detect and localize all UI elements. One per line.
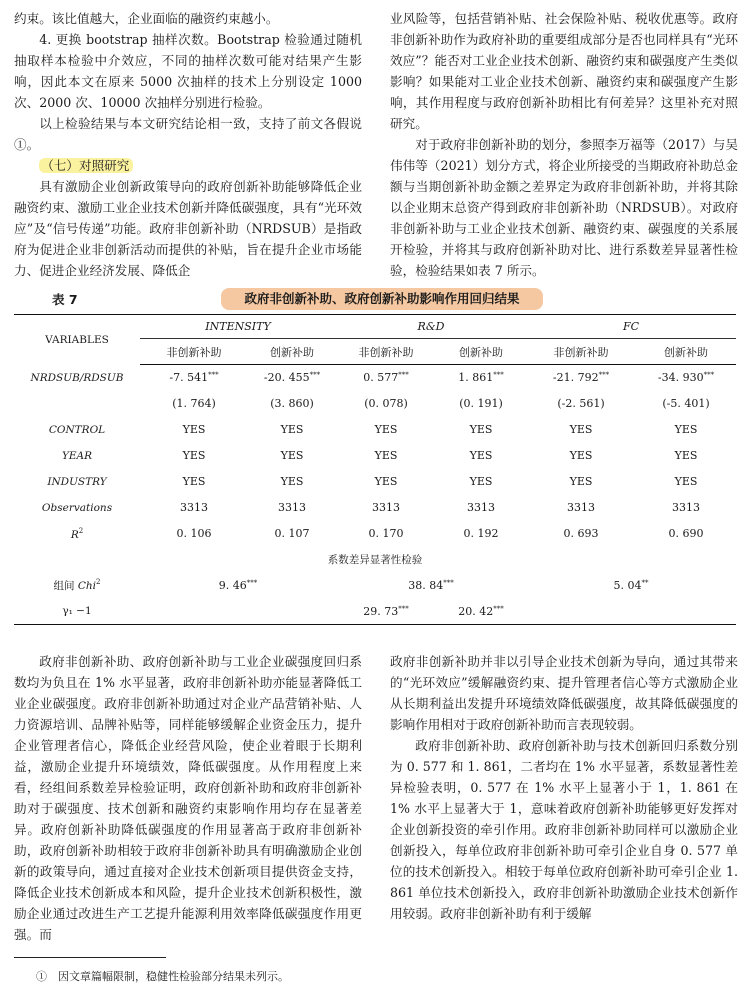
table-cell: 0. 192 bbox=[463, 527, 499, 540]
table-cell: 3313 bbox=[672, 501, 700, 514]
subheader: 创新补助 bbox=[436, 339, 526, 365]
subheader: 非创新补助 bbox=[140, 339, 248, 365]
row-label-gamma: γ₁ −1 bbox=[14, 599, 140, 625]
row-label: CONTROL bbox=[48, 423, 106, 436]
se-cell: (0. 078) bbox=[364, 397, 408, 410]
table-row bbox=[14, 391, 736, 417]
footnote-rule bbox=[14, 957, 166, 958]
subheader: 创新补助 bbox=[636, 339, 736, 365]
table-cell: YES bbox=[674, 423, 698, 436]
paragraph: 业风险等，包括营销补贴、社会保险补贴、税收优惠等。政府非创新补助作为政府补助的重要组成部分是否也同样具有“光环效应”？能否对工业企业技术创新、融资约束和碳强度产生类似影响？如果能对工业企业技术创新、融资约束和碳强度产生影响，其作用程度与政府创新补助相比有何差异？这里补充对照研究。 bbox=[390, 11, 738, 131]
table-cell: YES bbox=[374, 449, 398, 462]
table-cell: YES bbox=[674, 475, 698, 488]
table-cell: YES bbox=[374, 475, 398, 488]
subheader: 创新补助 bbox=[248, 339, 336, 365]
table-cell: 0. 170 bbox=[368, 527, 404, 540]
table-cell: YES bbox=[469, 449, 493, 462]
table-cell: YES bbox=[182, 449, 206, 462]
table-row bbox=[14, 521, 736, 547]
coef-cell: -20. 455*** bbox=[263, 371, 321, 385]
table-cell: YES bbox=[280, 423, 304, 436]
coef-cell: 0. 577*** bbox=[363, 371, 409, 385]
table-row bbox=[14, 573, 736, 599]
table-cell: YES bbox=[280, 475, 304, 488]
se-cell: (1. 764) bbox=[172, 397, 216, 410]
table-cell: 3313 bbox=[567, 501, 595, 514]
row-label-chi2: 组间 Chi$^2$ bbox=[53, 578, 101, 592]
row-label: YEAR bbox=[61, 449, 93, 462]
table-cell: YES bbox=[569, 475, 593, 488]
paragraph: 以上检验结果与本文研究结论相一致，支持了前文各假说①。 bbox=[14, 116, 362, 152]
footnote: ① 因文章篇幅限制，稳健性检验部分结果未列示。 bbox=[36, 970, 289, 983]
table-cell: 3313 bbox=[467, 501, 495, 514]
coef-cell: -7. 541*** bbox=[169, 371, 219, 385]
table-cell: YES bbox=[469, 423, 493, 436]
section-heading: （七）对照研究 bbox=[39, 158, 133, 173]
group-header-intensity: INTENSITY bbox=[140, 315, 336, 339]
table-cell: 3313 bbox=[372, 501, 400, 514]
table-cell: YES bbox=[569, 423, 593, 436]
table-cell: YES bbox=[182, 475, 206, 488]
table-caption: 政府非创新补助、政府创新补助影响作用回归结果 bbox=[221, 288, 543, 310]
chi2-cell: 5. 04** bbox=[613, 579, 649, 592]
gamma-cell: 29. 73*** bbox=[336, 599, 436, 625]
table-row bbox=[14, 443, 736, 469]
group-header-rd: R&D bbox=[336, 315, 526, 339]
se-cell: (3. 860) bbox=[270, 397, 314, 410]
table-cell: 0. 690 bbox=[668, 527, 704, 540]
table-cell: 0. 107 bbox=[274, 527, 310, 540]
table-cell: YES bbox=[374, 423, 398, 436]
paragraph: 4. 更换 bootstrap 抽样次数。Bootstrap 检验通过随机抽取样本检验中介效应，不同的抽样次数可能对结果产生影响，因此本文在原来 5000 次抽样的技术上分别设定 1000 次、2000 次、10000 次抽样分别进行检验。 bbox=[14, 32, 362, 110]
row-label: Observations bbox=[41, 501, 113, 514]
table-title-row bbox=[14, 288, 736, 310]
table-cell: YES bbox=[280, 449, 304, 462]
se-cell: (-5. 401) bbox=[662, 397, 710, 410]
table-row bbox=[14, 417, 736, 443]
paragraph: 对于政府非创新补助的划分，参照李万福等（2017）与吴伟伟等（2021）划分方式，将企业所接受的当期政府补助总金额与当期创新补助金额之差界定为政府非创新补助，并将其除以企业期末总资产得到政府非创新补助（NRDSUB）。对政府非创新补助与工业企业技术创新、融资约束、碳强度的关系展开检验，并将其与政府创新补助对比、进行系数差异显著性检验，检验结果如表 7 所示。 bbox=[390, 137, 738, 278]
subheader: 非创新补助 bbox=[336, 339, 436, 365]
left-column-top bbox=[14, 8, 362, 281]
coef-cell: 1. 861*** bbox=[458, 371, 504, 385]
left-column-bottom bbox=[14, 651, 362, 945]
table-cell: 0. 106 bbox=[176, 527, 212, 540]
section-title: 系数差异显著性检验 bbox=[327, 554, 423, 566]
paragraph: 政府非创新补助并非以引导企业技术创新为导向，通过其带来的“光环效应”缓解融资约束、提升管理者信心等方式激励企业从长期利益出发提升环境绩效降低碳强度，故其降低碳强度的影响作用相对于政府创新补助而言表现较弱。 bbox=[390, 654, 738, 732]
paragraph: 约束。该比值越大，企业面临的融资约束越小。 bbox=[14, 11, 279, 26]
coef-cell: -21. 792*** bbox=[552, 371, 610, 385]
paragraph: 政府非创新补助、政府创新补助与工业企业碳强度回归系数均为负且在 1% 水平显著，政府非创新补助亦能显著降低工业企业碳强度。政府非创新补助通过对企业产品营销补贴、人力资源培训、品牌补贴等，同样能够缓解企业资金压力，提升企业管理者信心，降低企业经营风险，使企业着眼于长期利益，激励企业提升环境绩效，降低碳强度。从作用程度上来看，经组间系数差异检验证明，政府创新补助和政府非创新补助对于碳强度、技术创新和融资约束影响作用均存在显著差异。政府创新补助降低碳强度的作用显著高于政府非创新补助，政府创新补助相较于政府非创新补助具有明确激励企业创新的政策导向，通过直接对企业技术创新项目提供资金支持，降低企业技术创新成本和风险，提升企业技术创新积极性，激励企业通过改进生产工艺提升能源利用效率降低碳强度作用更强。而 bbox=[14, 654, 362, 942]
table-cell: YES bbox=[674, 449, 698, 462]
variables-header: VARIABLES bbox=[14, 315, 140, 365]
row-label: NRDSUB/RDSUB bbox=[30, 371, 124, 384]
paragraph: 政府非创新补助、政府创新补助与技术创新回归系数分别为 0. 577 和 1. 861，二者均在 1% 水平显著，系数显著性差异检验表明，0. 577 在 1% 水平上显著小于 1，1. 861 在 1% 水平上显著大于 1，意味着政府创新补助能够更好发挥对企业创新投资的牵引作用。政府非创新补助同样可以激励企业创新投入，每单位政府非创新补助可牵引企业自身 0. 577 单位的技术创新投入。相较于每单位政府创新补助可牵引企业 1. 861 单位技术创新投入，政府非创新补助激励企业技术创新作用较弱。政府非创新补助有利于缓解 bbox=[390, 738, 738, 921]
table-cell: 3313 bbox=[180, 501, 208, 514]
se-cell: (-2. 561) bbox=[557, 397, 605, 410]
paragraph: 具有激励企业创新政策导向的政府创新补助能够降低企业融资约束、激励工业企业技术创新并降低碳强度，具有“光环效应”及“信号传递”功能。政府非创新补助（NRDSUB）是指政府为促进企业非创新活动而提供的补贴，旨在提升企业市场能力、促进企业经济发展、降低企 bbox=[14, 179, 362, 278]
chi2-cell: 9. 46*** bbox=[218, 579, 258, 592]
table-cell: 0. 693 bbox=[563, 527, 599, 540]
regression-table bbox=[14, 314, 736, 625]
coef-cell: -34. 930*** bbox=[657, 371, 715, 385]
chi2-cell: 38. 84*** bbox=[408, 579, 454, 592]
table-row bbox=[14, 495, 736, 521]
group-header-fc: FC bbox=[526, 315, 736, 339]
right-column-top bbox=[390, 8, 738, 281]
table-cell: YES bbox=[182, 423, 206, 436]
table-row bbox=[14, 365, 736, 391]
table-cell: YES bbox=[469, 475, 493, 488]
gamma-cell: 20. 42*** bbox=[436, 599, 526, 625]
table-cell: 3313 bbox=[278, 501, 306, 514]
section-heading-wrapper bbox=[14, 155, 362, 176]
se-cell: (0. 191) bbox=[459, 397, 503, 410]
subheader: 非创新补助 bbox=[526, 339, 636, 365]
table-header-row bbox=[14, 315, 736, 339]
table-row bbox=[14, 599, 736, 625]
row-label-r2: $R^2$ bbox=[70, 526, 84, 541]
table-label: 表 7 bbox=[52, 292, 78, 307]
right-column-bottom bbox=[390, 651, 738, 924]
table-section-row bbox=[14, 547, 736, 573]
row-label: INDUSTRY bbox=[47, 475, 107, 488]
table-row bbox=[14, 469, 736, 495]
table-cell: YES bbox=[569, 449, 593, 462]
